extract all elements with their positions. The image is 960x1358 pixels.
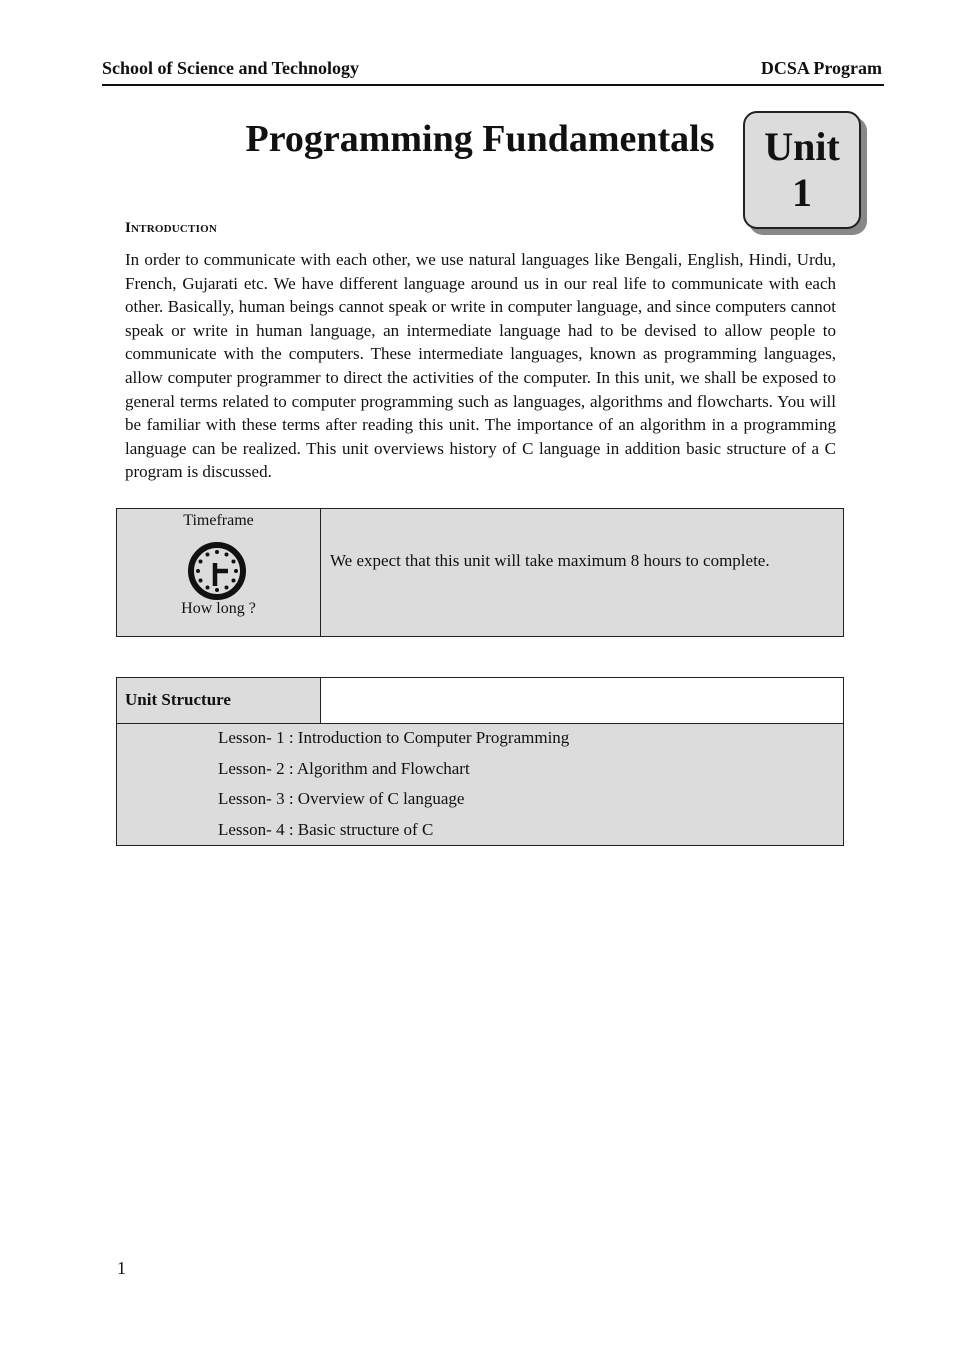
lesson-item-2: Lesson- 2 : Algorithm and Flowchart (218, 758, 470, 778)
lesson-item-1: Lesson- 1 : Introduction to Computer Programming (218, 728, 570, 747)
header-program: DCSA Program (760, 58, 882, 78)
unit-badge (743, 111, 861, 229)
introduction-paragraph: In order to communicate with each other, we use natural languages like Bengali, English, Hindi, Urdu, French, Gujarati etc. We have different language around us in our real life to communicate with each other. Basically, human beings cannot speak or write in computer language, and since computers cannot speak or write in human language, an intermediate language had to be devised to allow people to communicate with the computers. These intermediate languages, known as programming languages, allow computer programmer to direct the activities of the computer. In this unit, we shall be exposed to general terms related to computer programming such as languages, algorithms and flowcharts. You will be familiar with these terms after reading this unit. The importance of an algorithm in a programming language can be realized. This unit overviews history of C language in addition basic structure of a C program is discussed. (125, 250, 836, 482)
timeframe-box (116, 508, 844, 637)
page-number: 1 (117, 1258, 126, 1278)
page-header (102, 58, 882, 82)
timeframe-text: We expect that this unit will take maximum 8 hours to complete. (330, 551, 770, 570)
lesson-list (218, 723, 569, 845)
clock-icon (185, 541, 249, 601)
unit-structure-header-row (117, 678, 843, 724)
unit-badge-number: 1 (792, 170, 812, 215)
header-school: School of Science and Technology (102, 58, 360, 78)
unit-badge-label: Unit (764, 124, 840, 169)
lesson-item-4: Lesson- 4 : Basic structure of C (218, 819, 434, 839)
introduction-heading: Introduction (125, 220, 217, 236)
timeframe-question: How long ? (181, 600, 256, 617)
header-rule (102, 84, 884, 86)
lesson-item-3: Lesson- 3 : Overview of C language (218, 789, 465, 808)
unit-structure-table (116, 677, 844, 846)
timeframe-icon-cell (117, 509, 321, 636)
timeframe-text-cell (321, 509, 843, 636)
timeframe-label: Timeframe (183, 512, 254, 529)
unit-structure-heading: Unit Structure (117, 678, 321, 723)
unit-structure-header-blank (321, 678, 843, 723)
page-title: Programming Fundamentals (245, 118, 715, 160)
